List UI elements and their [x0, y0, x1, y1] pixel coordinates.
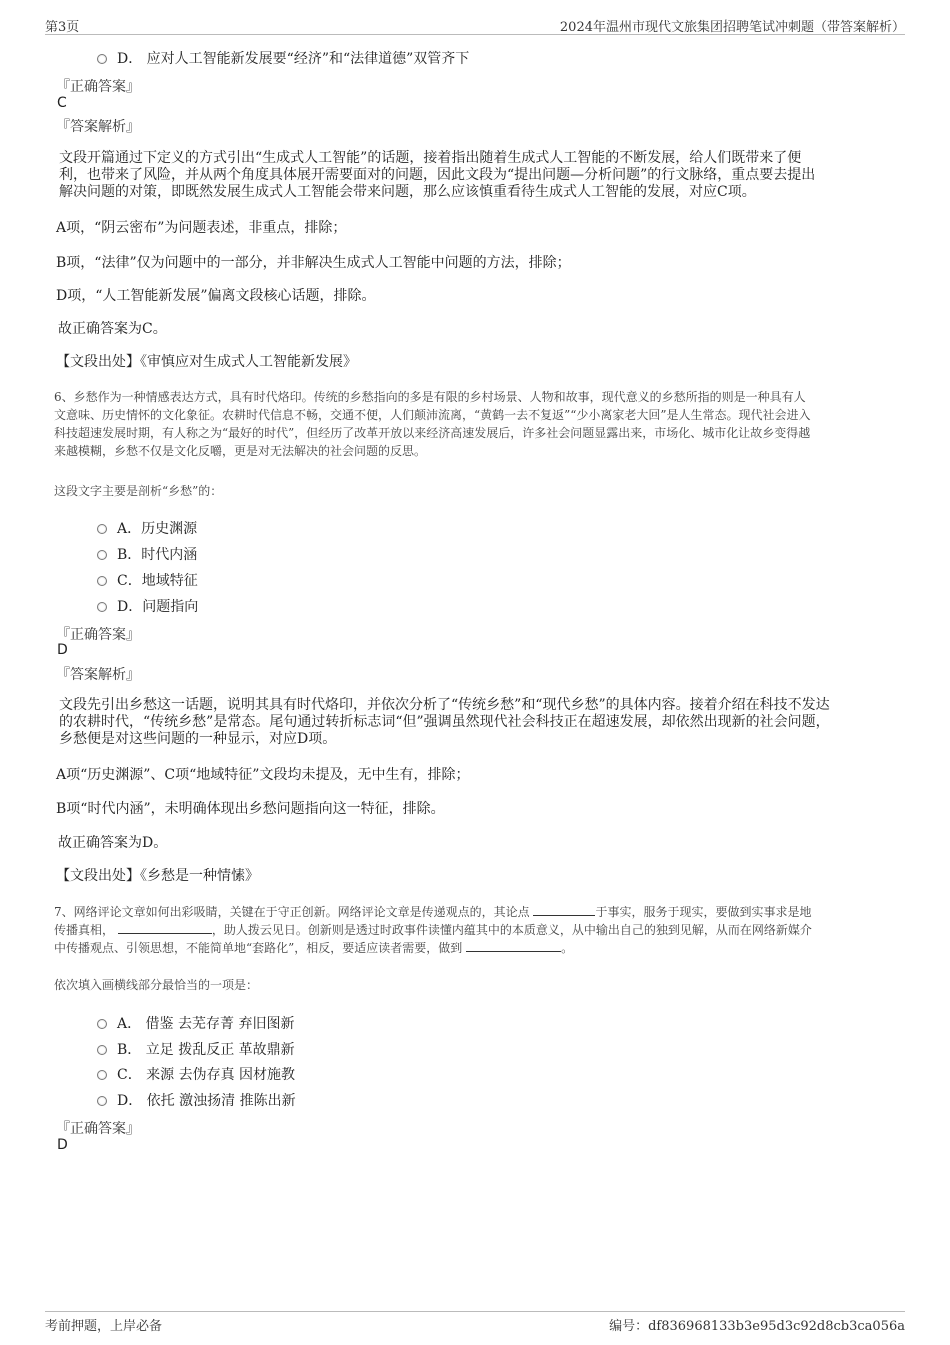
radio-icon[interactable] [97, 576, 107, 586]
q6-conclusion: 故正确答案为D。 [58, 835, 168, 851]
radio-icon[interactable] [97, 550, 107, 560]
footer-slogan: 考前押题，上岸必备 [45, 1319, 163, 1334]
q7-blank-1[interactable] [533, 903, 595, 916]
q6-analysis: 文段先引出乡愁这一话题，说明其具有时代烙印，并依次分析了“传统乡愁”和“现代乡愁”的具体内容。接着介绍在科技不发达 的农耕时代，“传统乡愁”是常态。尾句通过转折标志词“但”强调虽然现代社会科技正在超速发展，却依然出现新的社会问题， 乡愁便是对这些问题的一种显示，对应D项。 [59, 697, 830, 747]
q7-answer-label: 『正确答案』 [56, 1121, 140, 1137]
q5-option-a-analysis: A项，“阴云密布”为问题表述，非重点，排除； [56, 220, 347, 236]
radio-icon[interactable] [97, 54, 107, 64]
q7-option-c[interactable]: C． 来源 去伪存真 因材施教 [97, 1064, 295, 1084]
page-footer [45, 1311, 905, 1334]
radio-icon[interactable] [97, 1045, 107, 1055]
radio-icon[interactable] [97, 1019, 107, 1029]
document-title: 2024年温州市现代文旅集团招聘笔试冲刺题（带答案解析） [559, 20, 905, 35]
q6-option-b[interactable]: B．时代内涵 [97, 544, 197, 564]
radio-icon[interactable] [97, 602, 107, 612]
q5-source: 【文段出处】《审慎应对生成式人工智能新发展》 [56, 354, 357, 370]
q6-analysis-label: 『答案解析』 [56, 667, 140, 683]
q7-option-a[interactable]: A． 借鉴 去芜存菁 弃旧图新 [97, 1013, 294, 1033]
radio-icon[interactable] [97, 524, 107, 534]
q5-analysis: 文段开篇通过下定义的方式引出“生成式人工智能”的话题，接着指出随着生成式人工智能的不断发展，给人们既带来了便 利，也带来了风险，并从两个角度具体展开需要面对的问题，因此文段为“提出问题—分析问题”的行文脉络，重点要去提出 解决问题的对策，即既然发展生成式人工智能会带来问题，那么应该慎重看待生成式人工智能的发展，对应C项。 [59, 150, 816, 200]
q7-option-b[interactable]: B． 立足 拨乱反正 革故鼎新 [97, 1039, 295, 1059]
page-header [45, 14, 905, 35]
page-number: 第3页 [45, 20, 80, 35]
q6-option-ac-analysis: A项“历史渊源”、C项“地域特征”文段均未提及，无中生有，排除； [56, 767, 470, 783]
q6-answer-label: 『正确答案』 [56, 627, 140, 643]
radio-icon[interactable] [97, 1096, 107, 1106]
q5-option-d[interactable]: D． 应对人工智能新发展要“经济”和“法律道德”双管齐下 [97, 48, 469, 68]
q6-option-d[interactable]: D．问题指向 [97, 596, 198, 616]
q6-option-a[interactable]: A．历史渊源 [97, 518, 197, 538]
q6-answer: D [57, 642, 68, 658]
radio-icon[interactable] [97, 1070, 107, 1080]
q7-blank-2[interactable] [118, 921, 212, 934]
q5-answer: C [57, 95, 67, 111]
q6-source: 【文段出处】《乡愁是一种情愫》 [56, 868, 259, 884]
document-id: 编号：df836968133b3e95d3c92d8cb3ca056a [609, 1319, 905, 1334]
q5-answer-label: 『正确答案』 [56, 79, 140, 95]
q7-option-d[interactable]: D． 依托 激浊扬清 推陈出新 [97, 1090, 296, 1110]
q7-blank-3[interactable] [466, 939, 561, 952]
q7-stem: 7、网络评论文章如何出彩吸睛，关键在于守正创新。网络评论文章是传递观点的，其论点 于事实，服务于现实，要做到实事求是地 传播真相， ，助人拨云见日。创新则是透过时政事件读懂内蕴其中的本质意义，从中输出自己的独到见解，从而在网络新媒介 中传播观点、引领思想，不能简单地“套路化”，相反，要适应读者需要，做到 。 [54, 905, 812, 955]
q6-stem: 6、乡愁作为一种情感表达方式，具有时代烙印。传统的乡愁指向的多是有限的乡村场景、人物和故事，现代意义的乡愁所指的则是一种具有人 文意味、历史情怀的文化象征。农耕时代信息不畅，交通不便，人们颠沛流离，“黄鹤一去不复返”“少小离家老大回”是人生常态。现代社会进入 科技超速发展时期，有人称之为“最好的时代”，但经历了改革开放以来经济高速发展后，许多社会问题显露出来，市场化、城市化让故乡变得越 来越模糊，乡愁不仅是文化反嚼，更是对无法解决的社会问题的反思。 [54, 390, 811, 458]
q6-question: 这段文字主要是剖析“乡愁”的： [54, 484, 223, 498]
q5-option-d-analysis: D项，“人工智能新发展”偏离文段核心话题，排除。 [56, 288, 376, 304]
q5-conclusion: 故正确答案为C。 [58, 321, 167, 337]
q7-answer: D [57, 1137, 68, 1153]
q6-option-c[interactable]: C．地域特征 [97, 570, 198, 590]
q5-option-b-analysis: B项，“法律”仅为问题中的一部分，并非解决生成式人工智能中问题的方法，排除； [56, 255, 571, 271]
q6-option-b-analysis: B项“时代内涵”，未明确体现出乡愁问题指向这一特征，排除。 [56, 801, 445, 817]
q5-analysis-label: 『答案解析』 [56, 119, 140, 135]
q7-question: 依次填入画横线部分最恰当的一项是： [54, 978, 259, 992]
